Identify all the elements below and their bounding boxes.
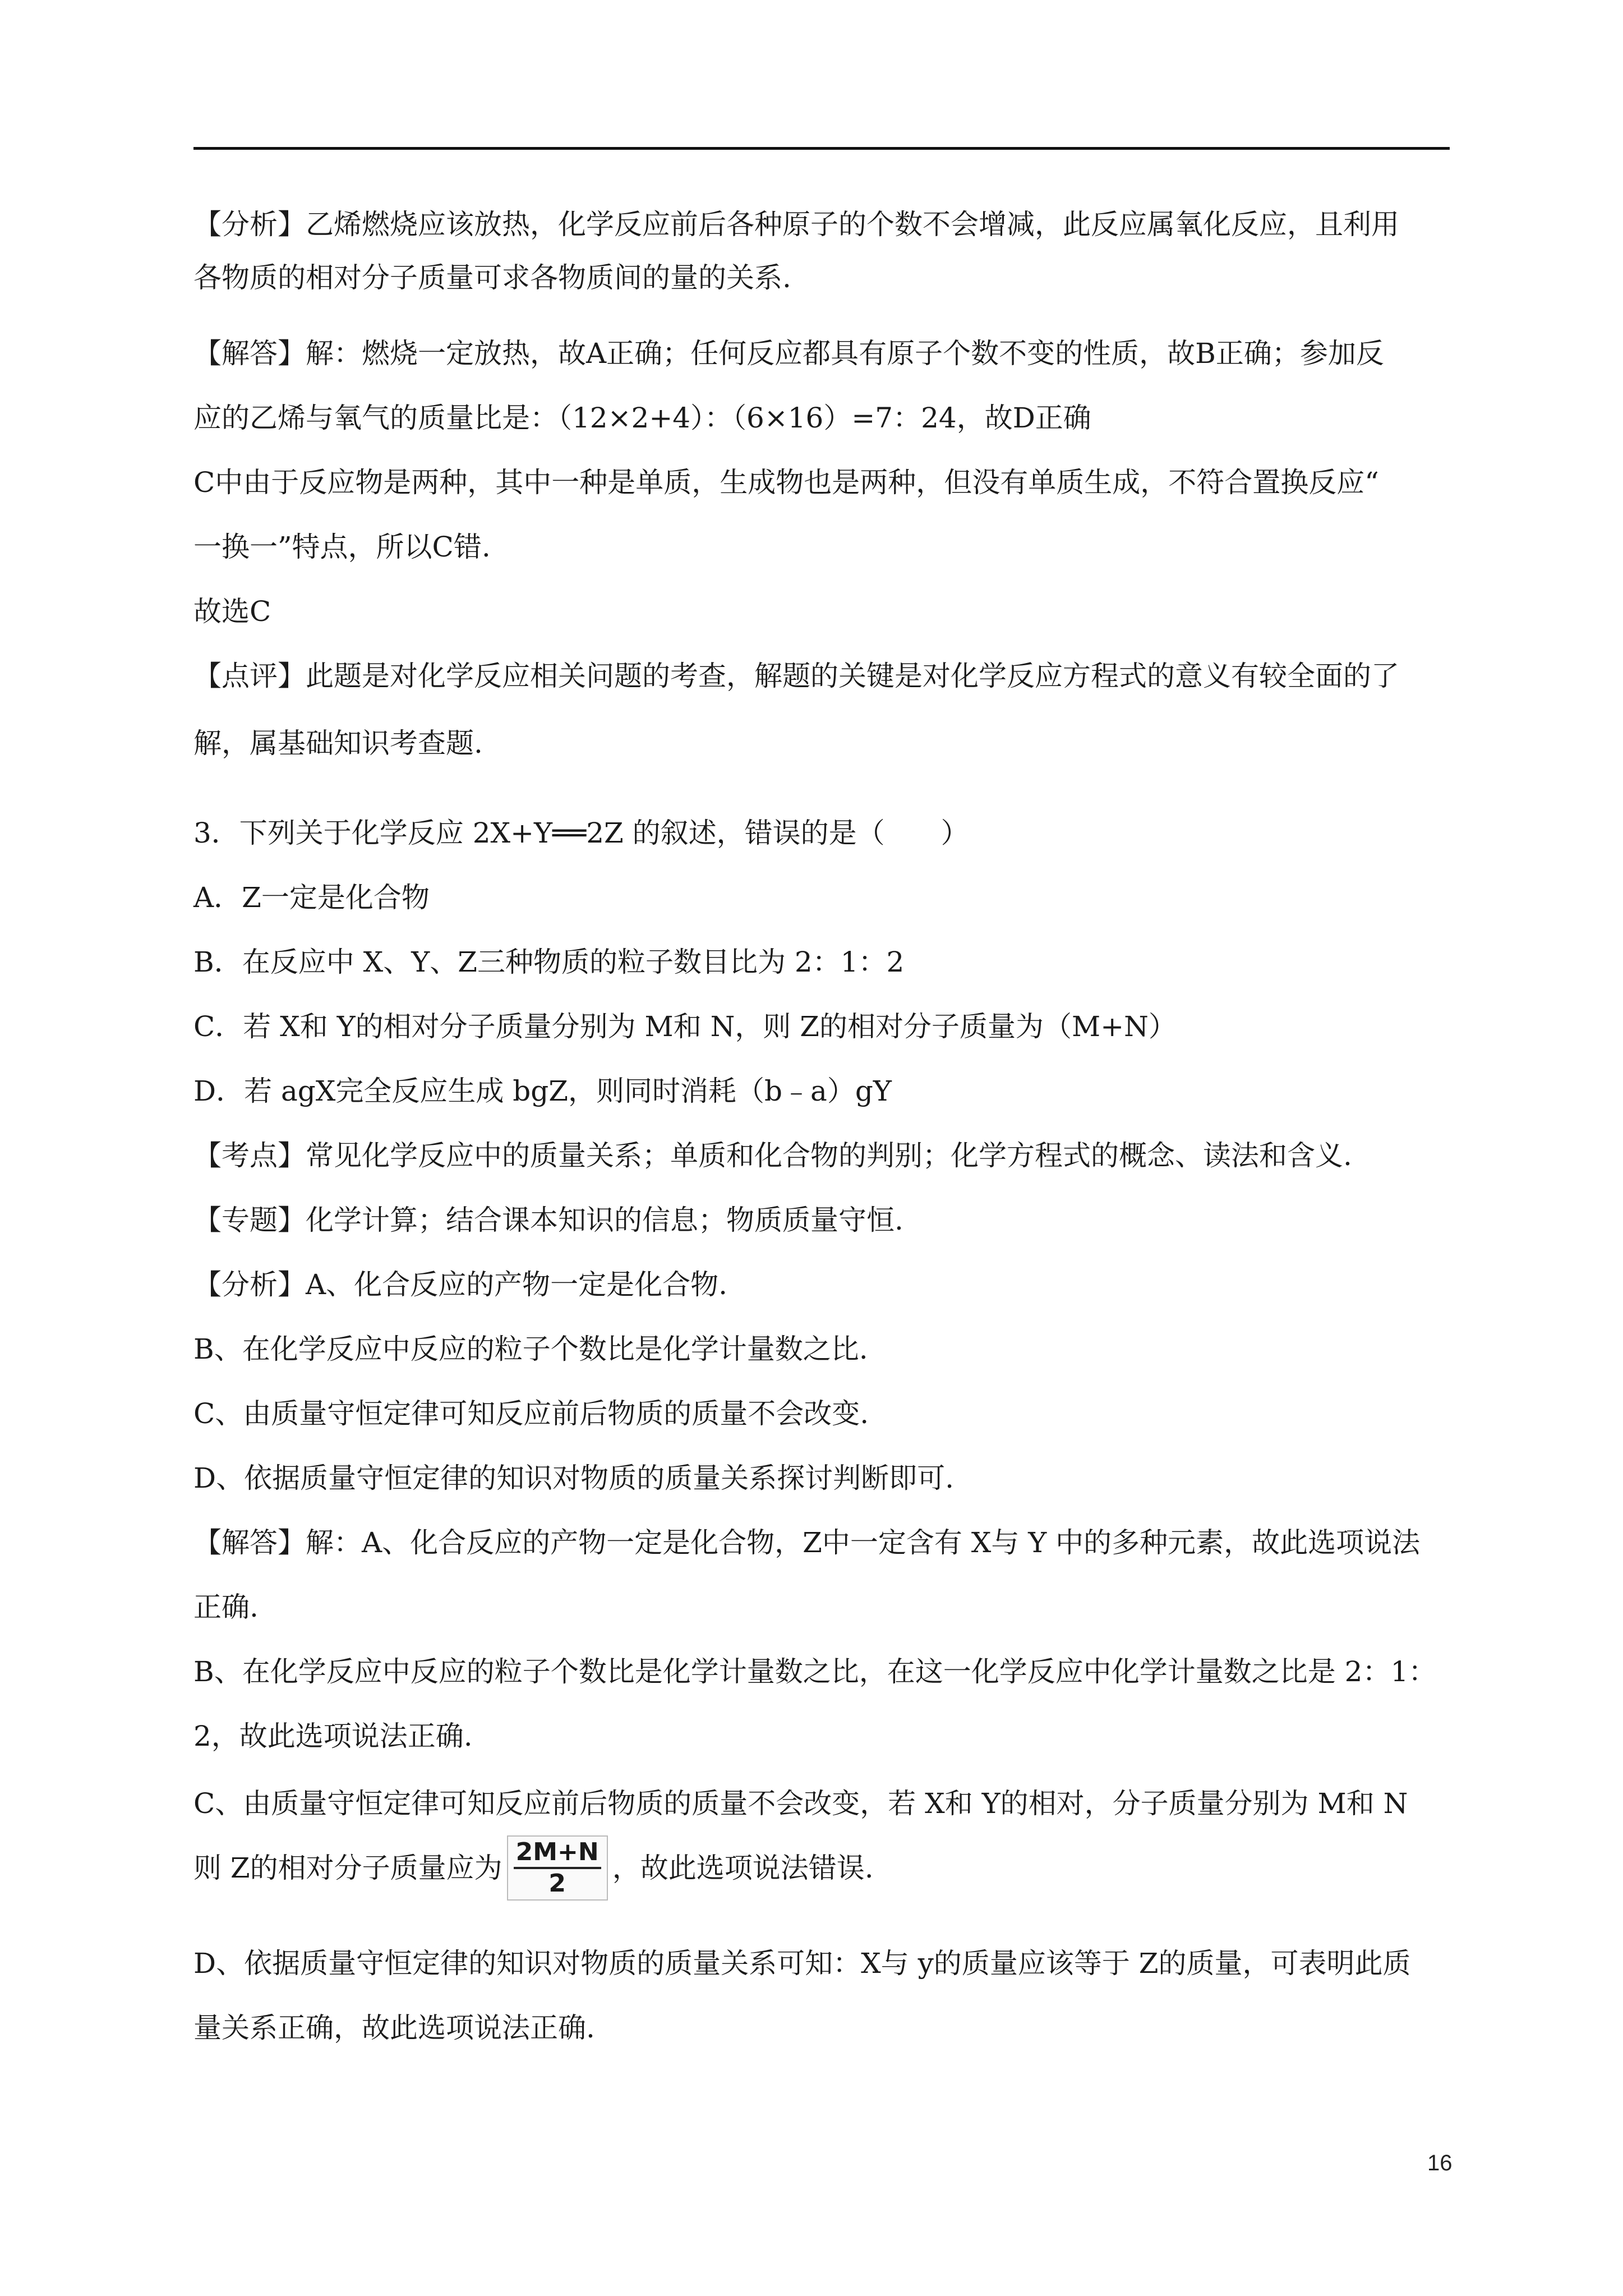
fraction-line-before: 则 Z的相对分子质量应为 (193, 1852, 502, 1884)
page-number: 16 (1427, 2151, 1453, 2175)
text-line: D、依据质量守恒定律的知识对物质的质量关系可知：X与 y的质量应该等于 Z的质量，可表明此质 (193, 1947, 1411, 1980)
text-line: 【点评】此题是对化学反应相关问题的考查，解题的关键是对化学反应方程式的意义有较全面的了 (193, 660, 1399, 692)
text-line: 【考点】常见化学反应中的质量关系；单质和化合物的判别；化学方程式的概念、读法和含义. (193, 1139, 1352, 1172)
text-line: 正确. (193, 1591, 259, 1623)
fraction-line-after: ，故此选项说法错误. (612, 1852, 874, 1884)
text-line: B、在化学反应中反应的粒子个数比是化学计量数之比，在这一化学反应中化学计量数之比是 2：1： (193, 1655, 1437, 1688)
question-stem: 3．下列关于化学反应 2X+Y══2Z 的叙述，错误的是（ ） (193, 817, 969, 849)
text-line: 2，故此选项说法正确. (193, 1720, 473, 1752)
text-line: 一换一”特点，所以C错. (193, 531, 491, 563)
option-c: C．若 X和 Y的相对分子质量分别为 M和 N，则 Z的相对分子质量为（M+N） (193, 1010, 1177, 1043)
text-line: C、由质量守恒定律可知反应前后物质的质量不会改变. (193, 1397, 869, 1430)
fraction (507, 1835, 608, 1901)
text-line: 应的乙烯与氧气的质量比是：（12×2+4）：（6×16）=7：24，故D正确 (193, 402, 1091, 434)
option-b: B．在反应中 X、Y、Z三种物质的粒子数目比为 2：1：2 (193, 946, 905, 978)
fraction-numerator: 2M+N (514, 1838, 601, 1869)
option-a: A．Z一定是化合物 (193, 881, 430, 914)
fraction-line (193, 1837, 1461, 1899)
text-line: 故选C (193, 595, 271, 628)
fraction-denominator: 2 (548, 1869, 566, 1898)
text-line: 【分析】A、化合反应的产物一定是化合物. (193, 1268, 728, 1301)
text-line: 【解答】解：燃烧一定放热，故A正确；任何反应都具有原子个数不变的性质，故B正确；参加反 (193, 337, 1384, 370)
text-line: B、在化学反应中反应的粒子个数比是化学计量数之比. (193, 1333, 868, 1365)
text-line: 【专题】化学计算；结合课本知识的信息；物质质量守恒. (193, 1204, 903, 1236)
text-line: 【解答】解：A、化合反应的产物一定是化合物，Z中一定含有 X与 Y 中的多种元素，故此选项说法 (193, 1526, 1421, 1559)
text-line: 解，属基础知识考查题. (193, 727, 483, 760)
text-line: D、依据质量守恒定律的知识对物质的质量关系探讨判断即可. (193, 1462, 954, 1494)
text-line: C中由于反应物是两种，其中一种是单质，生成物也是两种，但没有单质生成，不符合置换反应“ (193, 466, 1379, 499)
text-line: 【分析】乙烯燃烧应该放热，化学反应前后各种原子的个数不会增减，此反应属氧化反应，且利用 (193, 208, 1399, 241)
option-d: D．若 agX完全反应生成 bgZ，则同时消耗（b﹣a）gY (193, 1075, 892, 1107)
header-rule (193, 147, 1450, 150)
text-line: 各物质的相对分子质量可求各物质间的量的关系. (193, 261, 791, 294)
text-line: 量关系正确，故此选项说法正确. (193, 2012, 595, 2044)
text-line: C、由质量守恒定律可知反应前后物质的质量不会改变，若 X和 Y的相对，分子质量分别为 M和 N (193, 1787, 1408, 1820)
